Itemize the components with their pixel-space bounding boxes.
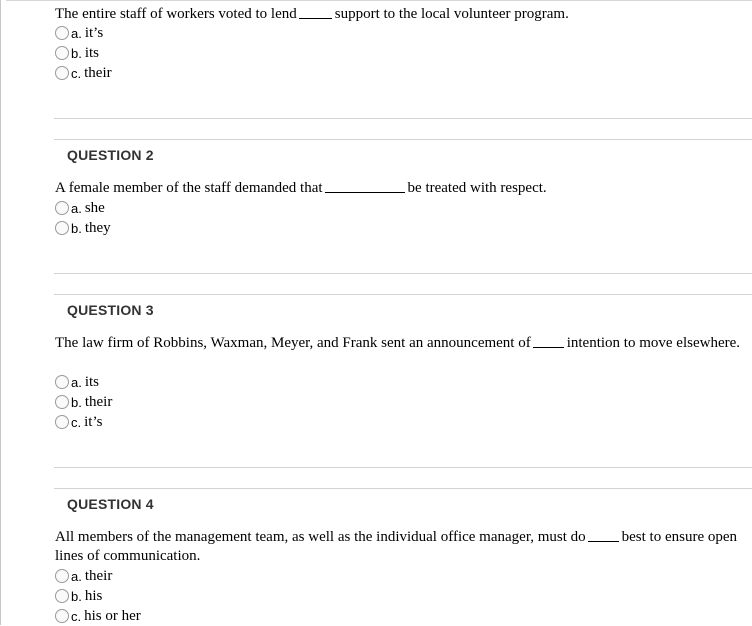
radio-button[interactable]: [55, 375, 69, 389]
left-border: [0, 0, 1, 625]
radio-button[interactable]: [55, 395, 69, 409]
radio-button[interactable]: [55, 589, 69, 603]
option-text: their: [84, 393, 113, 410]
option-text: it’s: [84, 413, 103, 430]
radio-button[interactable]: [55, 201, 69, 215]
divider: [54, 294, 752, 295]
option-text: their: [84, 567, 113, 584]
option-text: it’s: [84, 24, 104, 41]
option-letter: b.: [71, 394, 82, 410]
question-1-prompt: [55, 5, 569, 24]
question-3-option-b[interactable]: [55, 392, 112, 412]
option-letter: a.: [71, 25, 82, 41]
option-text: his or her: [84, 607, 141, 624]
question-1-option-a[interactable]: [55, 23, 103, 43]
option-letter: a.: [71, 200, 82, 216]
option-letter: a.: [71, 374, 82, 390]
question-4-prompt: [55, 528, 752, 566]
option-text: they: [84, 219, 111, 236]
prompt-text-after: intention to move elsewhere.: [566, 335, 741, 351]
answer-blank: [533, 346, 564, 348]
radio-button[interactable]: [55, 26, 69, 40]
prompt-text-after: be treated with respect.: [407, 180, 547, 196]
prompt-text-before: The entire staff of workers voted to lend: [55, 6, 297, 22]
question-4-option-c[interactable]: [55, 606, 141, 626]
radio-button[interactable]: [55, 609, 69, 623]
answer-blank: [588, 540, 619, 542]
option-text: its: [84, 44, 100, 61]
option-letter: b.: [71, 220, 82, 236]
radio-button[interactable]: [55, 66, 69, 80]
option-text: their: [84, 64, 112, 81]
question-3-heading: QUESTION 3: [67, 302, 154, 318]
option-text: his: [84, 587, 103, 604]
prompt-text-after: support to the local volunteer program.: [334, 6, 569, 22]
radio-button[interactable]: [55, 569, 69, 583]
question-2-heading: QUESTION 2: [67, 147, 154, 163]
prompt-text-before: The law firm of Robbins, Waxman, Meyer, and Frank sent an announcement of: [55, 335, 531, 351]
prompt-text-before: All members of the management team, as well as the individual office manager, must do: [55, 529, 586, 545]
question-3-option-c[interactable]: [55, 412, 102, 432]
option-letter: c.: [71, 414, 82, 430]
option-letter: a.: [71, 568, 82, 584]
option-letter: c.: [71, 608, 82, 624]
top-border: [6, 0, 752, 1]
question-4-option-b[interactable]: [55, 586, 102, 606]
question-3-option-a[interactable]: [55, 372, 99, 392]
answer-blank: [299, 17, 332, 19]
option-letter: c.: [71, 65, 82, 81]
option-letter: b.: [71, 588, 82, 604]
question-3-prompt: [55, 334, 752, 353]
question-4-heading: QUESTION 4: [67, 496, 154, 512]
option-text: she: [84, 199, 105, 216]
radio-button[interactable]: [55, 415, 69, 429]
radio-button[interactable]: [55, 221, 69, 235]
prompt-text-before: A female member of the staff demanded that: [55, 180, 323, 196]
option-text: its: [84, 373, 100, 390]
answer-blank: [325, 191, 405, 193]
radio-button[interactable]: [55, 46, 69, 60]
question-1-option-c[interactable]: [55, 63, 112, 83]
divider: [54, 467, 752, 468]
question-1-option-b[interactable]: [55, 43, 99, 63]
question-2-prompt: [55, 179, 547, 198]
question-4-option-a[interactable]: [55, 566, 112, 586]
divider: [54, 273, 752, 274]
prompt-text-after: best to ensure open lines of communication.: [55, 529, 738, 564]
divider: [54, 488, 752, 489]
option-letter: b.: [71, 45, 82, 61]
divider: [54, 139, 752, 140]
question-2-option-b[interactable]: [55, 218, 111, 238]
divider: [54, 118, 752, 119]
question-2-option-a[interactable]: [55, 198, 105, 218]
